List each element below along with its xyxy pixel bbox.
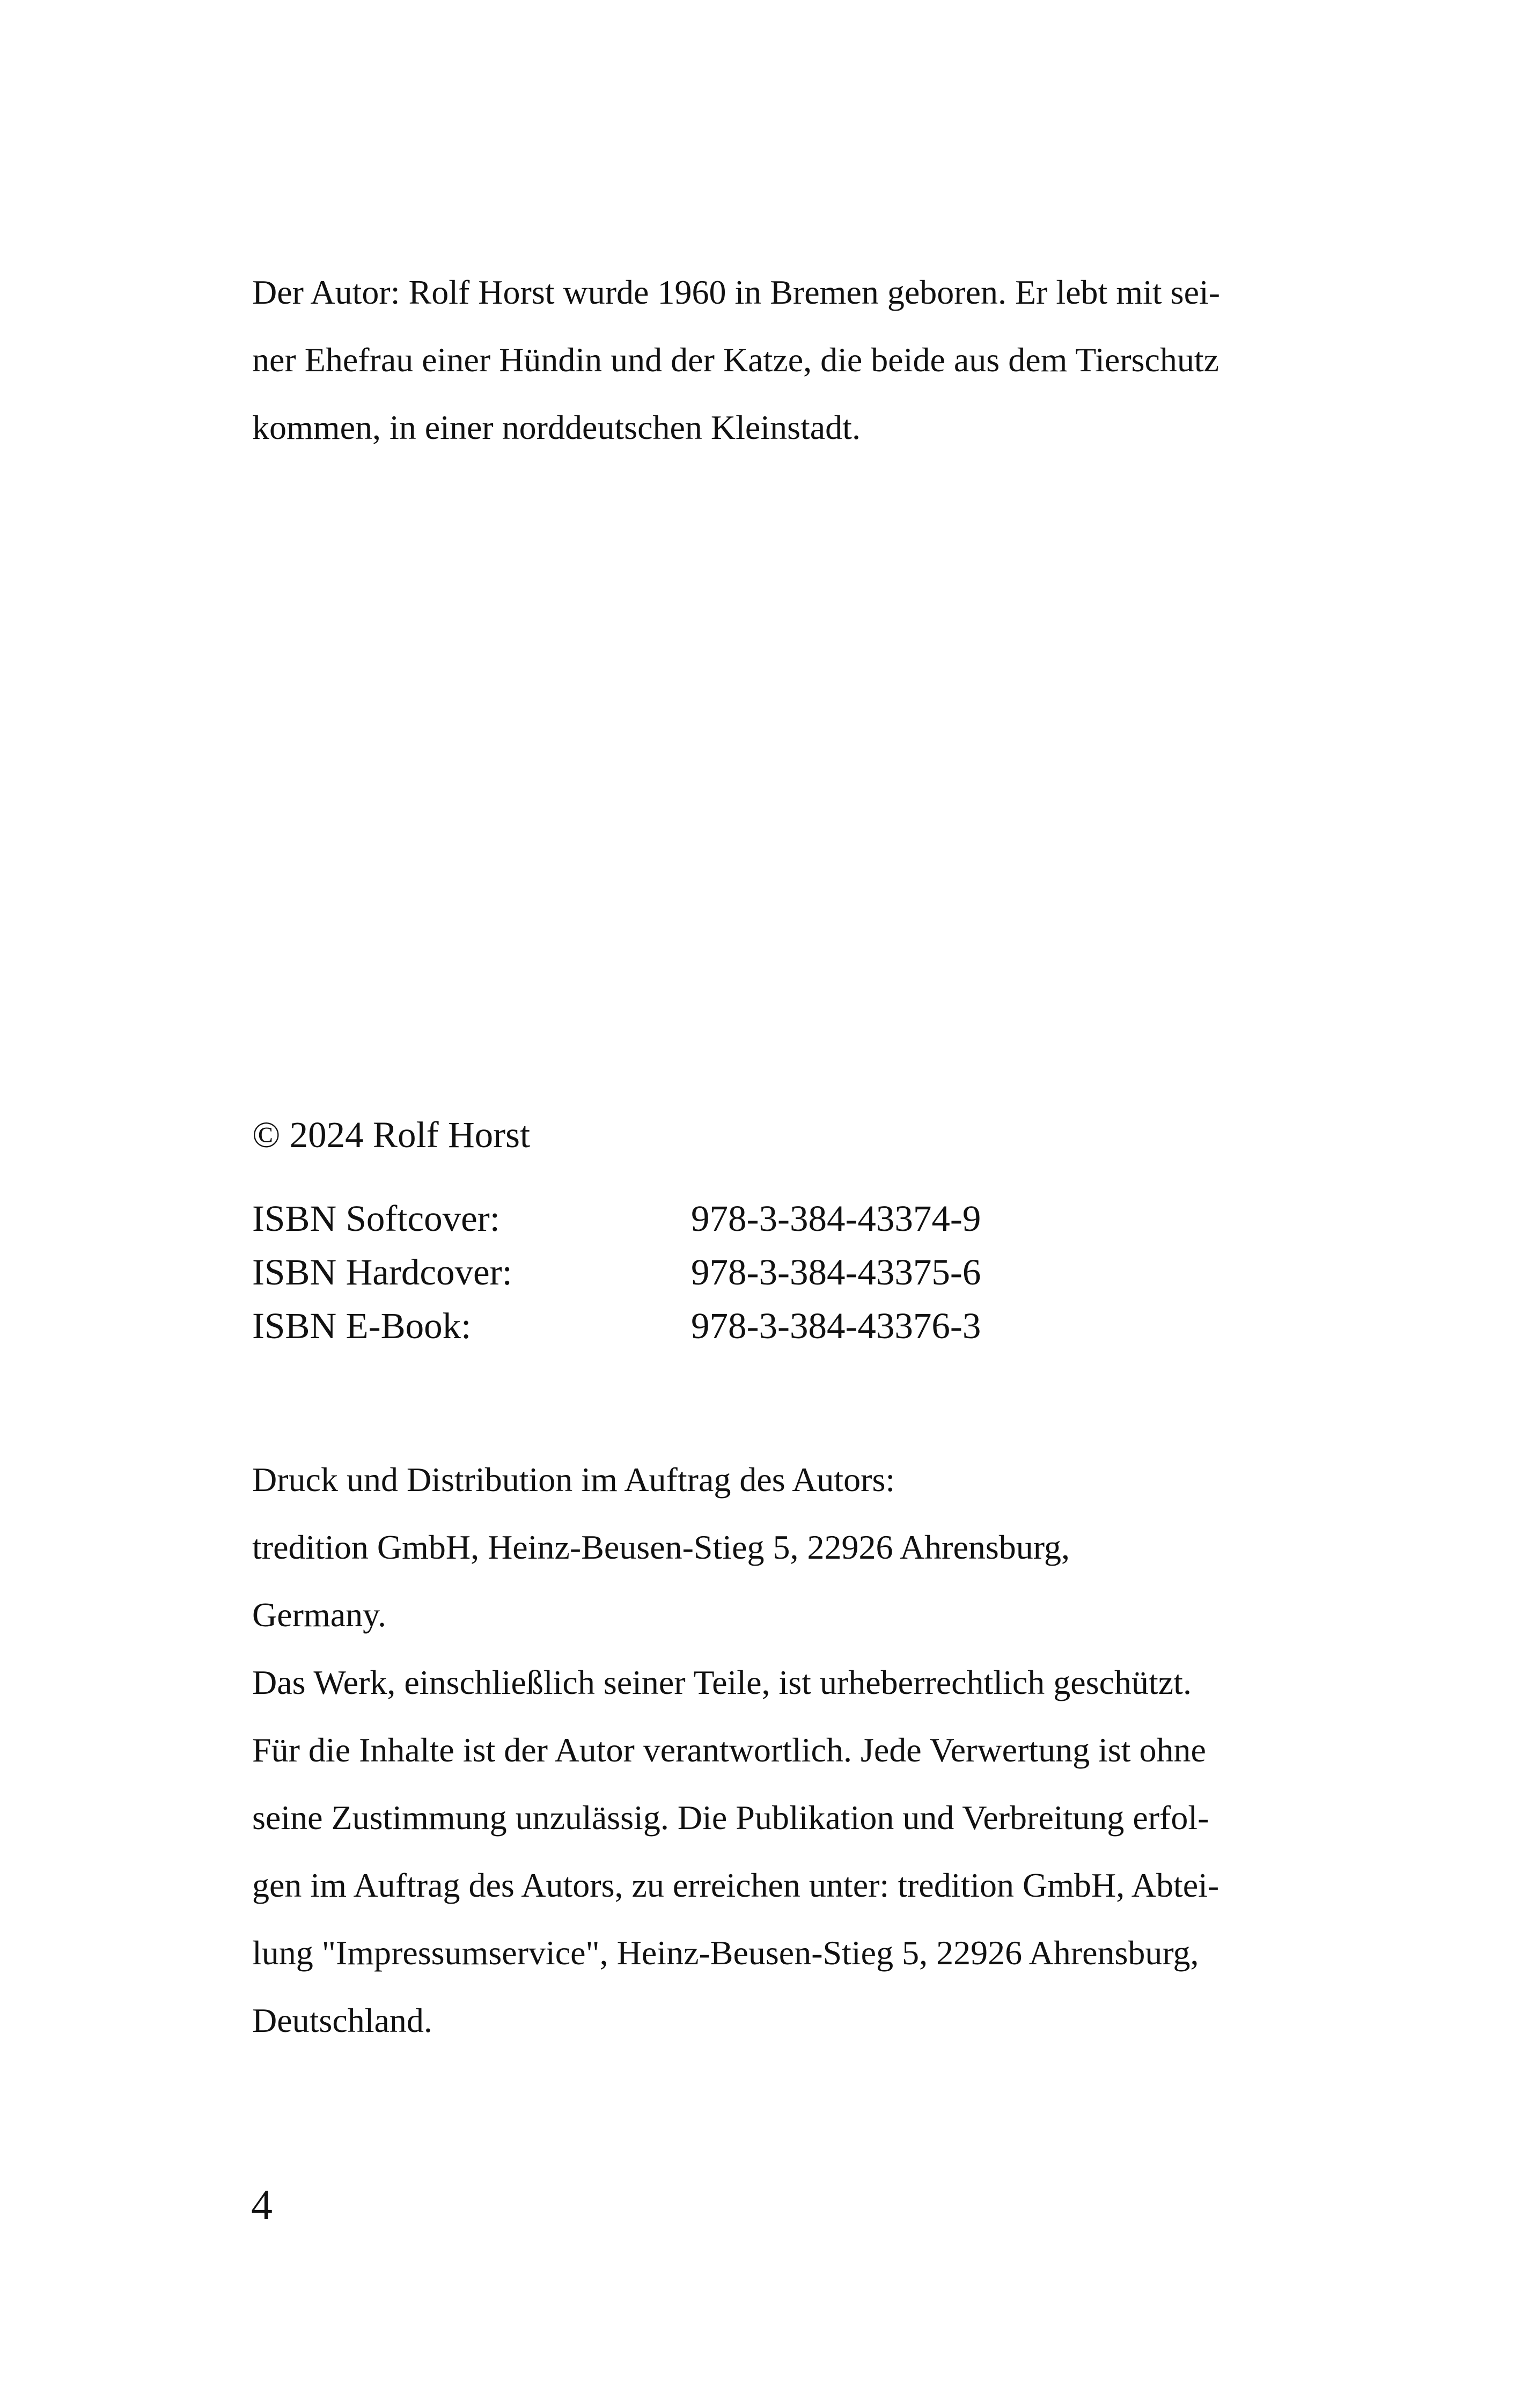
isbn-value: 978-3-384-43376-3 xyxy=(691,1305,981,1346)
isbn-row-hardcover xyxy=(252,1248,981,1302)
isbn-label: ISBN Hardcover: xyxy=(252,1252,512,1293)
isbn-value: 978-3-384-43374-9 xyxy=(691,1198,981,1239)
imprint-line: tredition GmbH, Heinz-Beusen-Stieg 5, 22926 Ahrensburg, xyxy=(252,1528,1070,1566)
author-bio-line: ner Ehefrau einer Hündin und der Katze, die beide aus dem Tierschutz xyxy=(252,341,1219,379)
isbn-row-softcover xyxy=(252,1194,981,1248)
isbn-table xyxy=(252,1194,981,1355)
imprint-line: Für die Inhalte ist der Autor verantwortlich. Jede Verwertung ist ohne xyxy=(252,1731,1206,1769)
isbn-label: ISBN Softcover: xyxy=(252,1198,500,1239)
imprint-line: gen im Auftrag des Autors, zu erreichen unter: tredition GmbH, Abtei- xyxy=(252,1866,1219,1904)
author-bio xyxy=(252,268,1282,471)
imprint-line: Germany. xyxy=(252,1596,386,1634)
isbn-row-ebook xyxy=(252,1302,981,1355)
imprint-line: Das Werk, einschließlich seiner Teile, ist urheberrechtlich geschützt. xyxy=(252,1663,1192,1701)
isbn-label: ISBN E-Book: xyxy=(252,1305,472,1346)
page-number: 4 xyxy=(251,2182,273,2229)
isbn-value: 978-3-384-43375-6 xyxy=(691,1252,981,1293)
copyright-notice: © 2024 Rolf Horst xyxy=(252,1114,531,1155)
imprint-notice xyxy=(252,1456,1282,2064)
author-bio-line: kommen, in einer norddeutschen Kleinstadt. xyxy=(252,408,861,446)
imprint-line: Druck und Distribution im Auftrag des Autors: xyxy=(252,1460,895,1499)
imprint-line: Deutschland. xyxy=(252,2001,432,2039)
imprint-line: seine Zustimmung unzulässig. Die Publikation und Verbreitung erfol- xyxy=(252,1798,1209,1837)
author-bio-line: Der Autor: Rolf Horst wurde 1960 in Bremen geboren. Er lebt mit sei- xyxy=(252,273,1221,311)
imprint-line: lung "Impressumservice", Heinz-Beusen-Stieg 5, 22926 Ahrensburg, xyxy=(252,1934,1199,1972)
